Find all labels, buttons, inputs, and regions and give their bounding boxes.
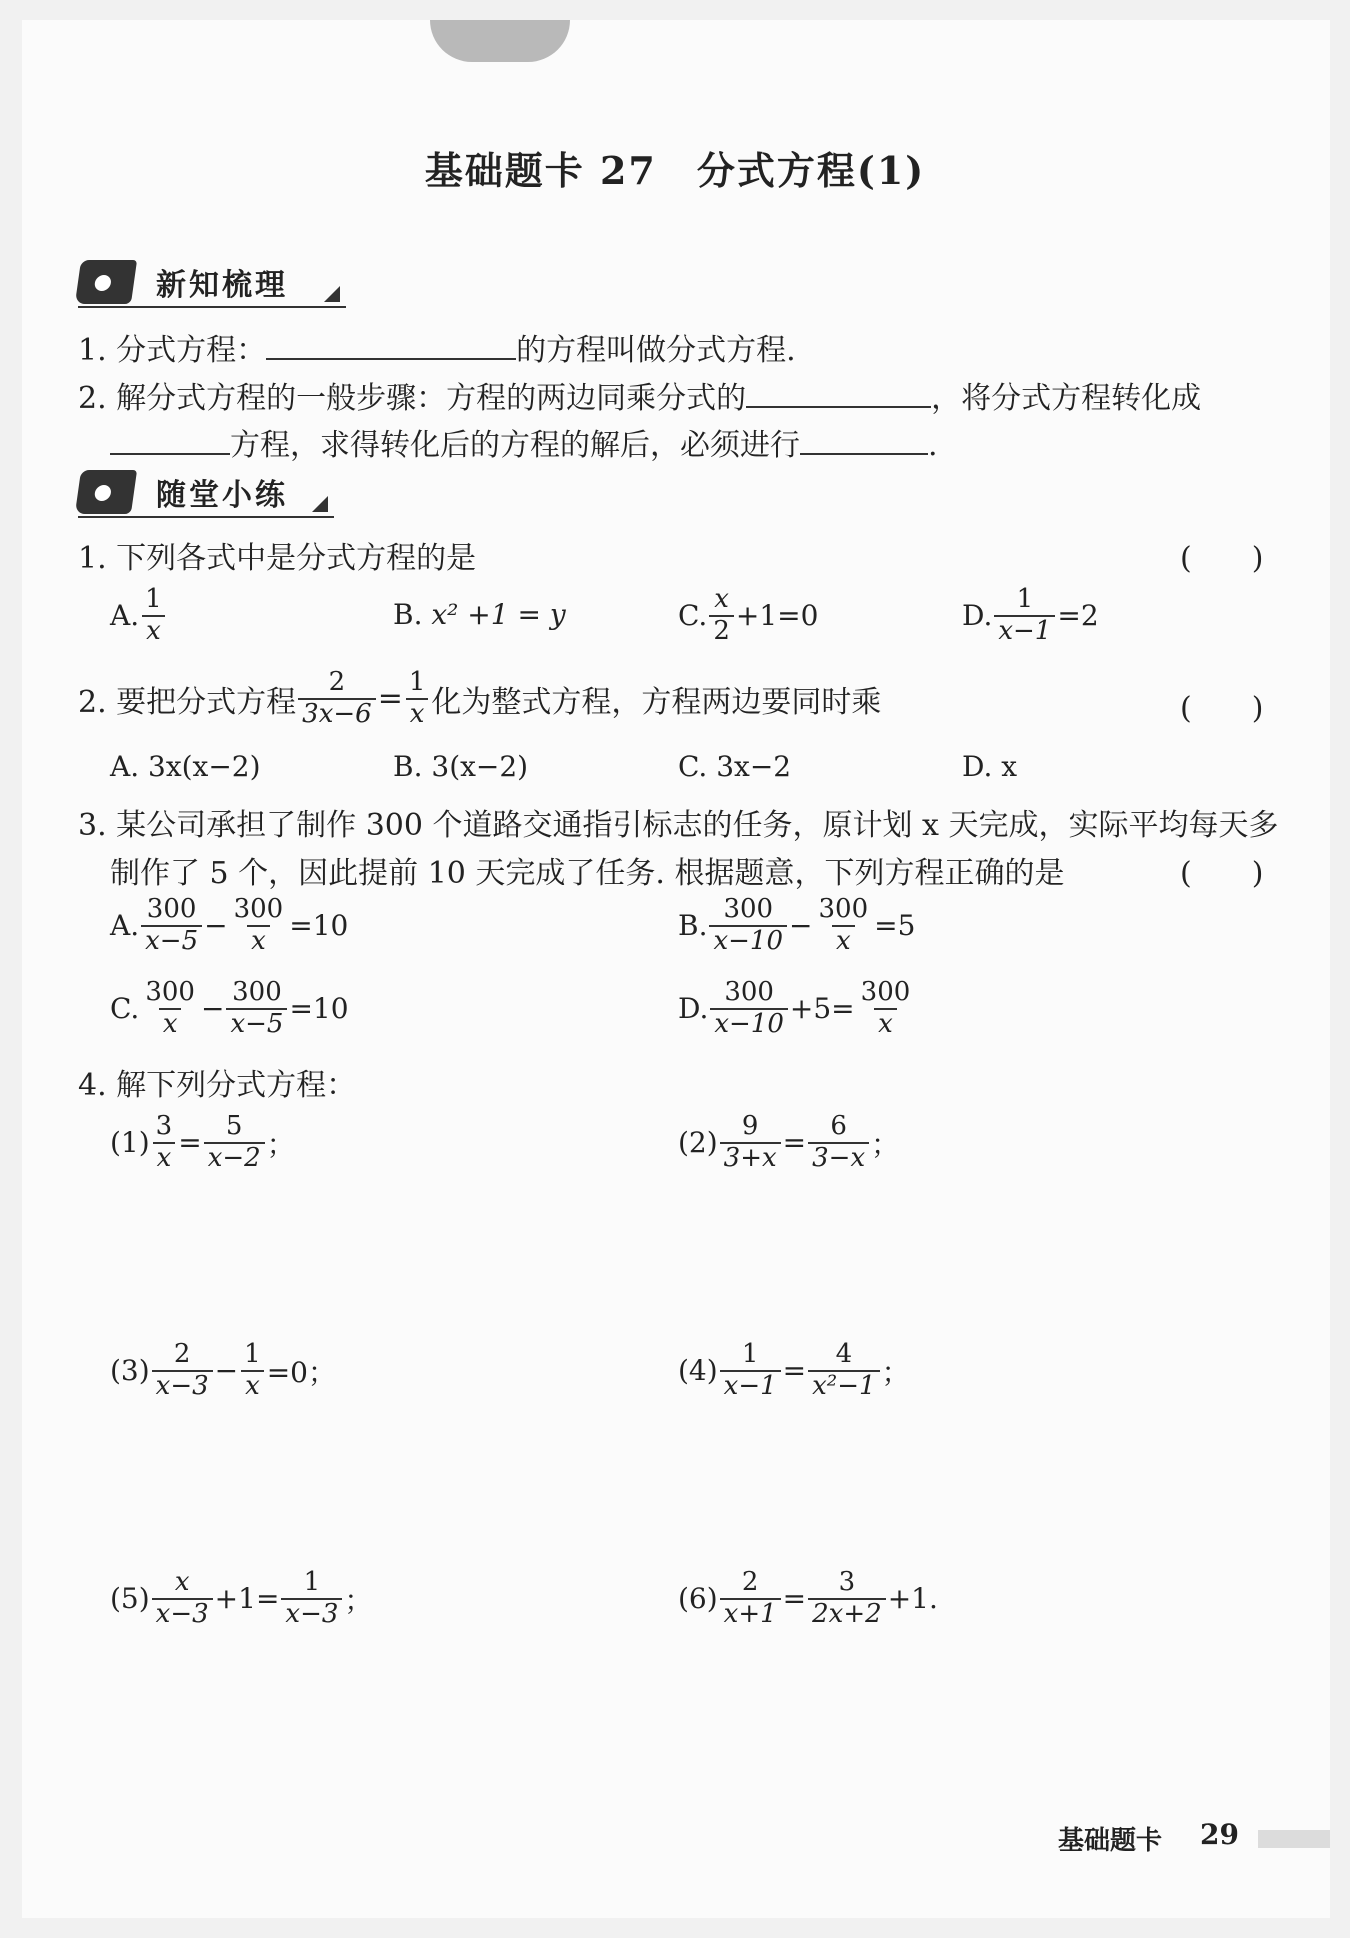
s2-q1-option-d[interactable]	[962, 585, 1099, 647]
option-label: C.	[678, 599, 708, 633]
option-label: D.	[678, 992, 709, 1026]
numerator: 4	[835, 1339, 853, 1369]
operator: −	[204, 909, 228, 943]
fraction	[720, 1340, 781, 1402]
answer-parentheses[interactable]: ( )	[1180, 691, 1264, 726]
denominator: x	[241, 1370, 264, 1402]
s2-q2-option-a[interactable]: A. 3x(x−2)	[110, 750, 261, 783]
s2-q1-option-c[interactable]	[678, 585, 818, 647]
top-tab-decoration	[430, 20, 570, 62]
s1-q2-line1	[78, 373, 1201, 417]
s2-q2-option-c[interactable]: C. 3x−2	[678, 750, 792, 783]
denominator: 3x−6	[298, 698, 376, 730]
operator: −	[214, 1354, 239, 1388]
option-label: A.	[110, 599, 140, 633]
denominator: x−2	[204, 1142, 265, 1174]
denominator: x−3	[281, 1598, 342, 1630]
answer-blank[interactable]	[746, 380, 931, 408]
numerator: x	[714, 584, 729, 614]
option-tail: =5	[874, 909, 916, 943]
part-label: (5)	[110, 1582, 150, 1616]
fraction	[141, 978, 199, 1040]
s2-q3-line1: 3. 某公司承担了制作 300 个道路交通指引标志的任务，原计划 x 天完成，实际平均每天多	[78, 808, 1279, 843]
operator: −	[789, 909, 813, 943]
part-label: (4)	[678, 1354, 718, 1388]
s2-q4-part-4	[678, 1340, 910, 1402]
numerator: 5	[225, 1111, 243, 1141]
option-label: A.	[110, 909, 140, 943]
footer-bar-decoration	[1258, 1830, 1330, 1848]
s2-q2-stem	[78, 668, 881, 730]
s2-q4-part-2	[678, 1112, 899, 1174]
s1-q2-text-a: 2. 解分式方程的一般步骤：方程的两边同乘分式的	[78, 381, 747, 416]
denominator: 2x+2	[808, 1598, 886, 1630]
option-label: B.	[393, 598, 423, 631]
answer-parentheses[interactable]: ( )	[1180, 541, 1264, 576]
answer-parentheses[interactable]: ( )	[1180, 856, 1264, 891]
denominator: x+1	[720, 1598, 781, 1630]
fraction	[720, 1568, 781, 1630]
fraction	[152, 1340, 213, 1402]
answer-blank[interactable]	[800, 427, 928, 455]
s2-q1-option-b[interactable]	[393, 598, 566, 631]
s2-q4-part-3	[110, 1340, 336, 1402]
denominator: x−3	[152, 1598, 213, 1630]
s2-q2-option-d[interactable]: D. x	[962, 750, 1018, 783]
numerator: 1	[408, 667, 426, 697]
denominator: x−5	[226, 1008, 287, 1040]
numerator: 2	[173, 1339, 191, 1369]
fraction	[709, 895, 787, 957]
denominator: x	[142, 615, 165, 647]
numerator: 300	[723, 894, 774, 924]
numerator: 9	[741, 1111, 759, 1141]
denominator: x	[874, 1008, 897, 1040]
fraction	[994, 585, 1055, 647]
s2-q4-part-6	[678, 1568, 938, 1630]
denominator: x−1	[994, 615, 1055, 647]
denominator: x	[159, 1008, 182, 1040]
denominator: 3−x	[808, 1142, 869, 1174]
option-text: x² +1 = y	[431, 598, 566, 631]
operator: =	[782, 1126, 807, 1160]
operator: +5=	[789, 992, 855, 1026]
option-label: C.	[110, 992, 140, 1026]
equals: =	[377, 681, 403, 717]
numerator: 2	[328, 667, 346, 697]
option-label: B.	[678, 909, 708, 943]
s1-q2-text-b: ，将分式方程转化成	[931, 381, 1202, 416]
answer-blank[interactable]	[266, 332, 516, 360]
denominator: 3+x	[720, 1142, 781, 1174]
option-tail: =10	[289, 909, 349, 943]
s2-q3-option-b[interactable]	[678, 895, 915, 957]
fraction	[141, 895, 202, 957]
part-tail: ；	[881, 1355, 910, 1389]
option-tail: +1=0	[735, 599, 819, 633]
denominator: x−10	[710, 1008, 788, 1040]
denominator: x	[247, 925, 270, 957]
denominator: x−1	[720, 1370, 781, 1402]
fraction	[152, 1568, 213, 1630]
footer-label: 基础题卡	[1058, 1826, 1163, 1856]
fraction	[230, 895, 288, 957]
s2-q1-option-a[interactable]	[110, 585, 168, 647]
page-number: 29	[1200, 1818, 1239, 1851]
fraction	[808, 1340, 879, 1402]
section-heading-new-knowledge	[78, 258, 346, 308]
part-label: (3)	[110, 1354, 150, 1388]
fraction	[152, 1112, 177, 1174]
fraction	[405, 668, 430, 730]
numerator: 300	[724, 977, 774, 1007]
numerator: 3	[838, 1567, 856, 1597]
corner-triangle-icon	[312, 496, 328, 512]
fraction	[857, 978, 915, 1040]
fraction	[710, 978, 788, 1040]
numerator: 300	[146, 894, 197, 924]
section-heading-label: 随堂小练	[156, 478, 288, 513]
s2-q4-stem: 4. 解下列分式方程：	[78, 1068, 357, 1103]
numerator: 6	[830, 1111, 847, 1141]
s2-q4-part-1	[110, 1112, 295, 1174]
fraction	[298, 668, 376, 730]
denominator: x	[153, 1142, 176, 1174]
denominator: x²−1	[808, 1370, 879, 1402]
s1-q2-line2	[110, 420, 938, 464]
fraction	[720, 1112, 781, 1174]
numerator: 1	[244, 1339, 261, 1369]
part-tail: ；	[871, 1127, 900, 1161]
fraction	[226, 978, 287, 1040]
s1-q2-text-c: 方程，求得转化后的方程的解后，必须进行	[230, 428, 800, 463]
fraction	[141, 585, 166, 647]
part-label: (1)	[110, 1126, 150, 1160]
operator: −	[200, 992, 225, 1026]
section-heading-label: 新知梳理	[156, 268, 288, 303]
numerator: 3	[155, 1111, 173, 1141]
fraction	[204, 1112, 265, 1174]
numerator: 300	[232, 977, 282, 1007]
part-tail: ；	[344, 1583, 373, 1617]
numerator: 300	[818, 894, 869, 924]
answer-blank[interactable]	[110, 427, 230, 455]
numerator: 300	[860, 977, 911, 1007]
s2-q4-part-5	[110, 1568, 372, 1630]
fraction	[240, 1340, 265, 1402]
s1-q1-text-a: 1. 分式方程：	[78, 333, 267, 368]
part-label: (6)	[678, 1582, 718, 1616]
fraction	[815, 895, 873, 957]
denominator: x−3	[152, 1370, 213, 1402]
part-tail: +1.	[887, 1582, 938, 1616]
operator: +1=	[214, 1582, 280, 1616]
option-tail: =10	[289, 992, 349, 1026]
numerator: 1	[145, 584, 162, 614]
numerator: 300	[145, 977, 195, 1007]
book-icon	[75, 260, 137, 304]
operator: =	[178, 1126, 202, 1160]
operator: =	[782, 1582, 807, 1616]
s2-q3-option-d[interactable]	[678, 978, 916, 1040]
notebook-pen-icon	[75, 470, 137, 514]
s2-q3-line2: 制作了 5 个，因此提前 10 天完成了任务. 根据题意，下列方程正确的是	[110, 856, 1065, 891]
section-heading-practice	[78, 468, 334, 518]
page-title: 基础题卡 27 分式方程(1)	[424, 148, 926, 193]
fraction	[709, 585, 734, 647]
corner-triangle-icon	[324, 286, 340, 302]
operator: =	[782, 1354, 807, 1388]
s1-q1	[78, 325, 796, 369]
denominator: 2	[709, 615, 734, 647]
numerator: 2	[741, 1567, 759, 1597]
numerator: 300	[233, 894, 284, 924]
numerator: 1	[303, 1567, 321, 1597]
s1-q2-text-d: .	[928, 428, 938, 463]
fraction	[281, 1568, 342, 1630]
s2-q1-stem: 1. 下列各式中是分式方程的是	[78, 541, 477, 576]
denominator: x−10	[709, 925, 787, 957]
fraction	[808, 1112, 869, 1174]
option-label: D.	[962, 599, 993, 633]
fraction	[808, 1568, 886, 1630]
s2-q2-option-b[interactable]: B. 3(x−2)	[393, 750, 529, 783]
denominator: x	[406, 698, 429, 730]
option-tail: =2	[1057, 599, 1099, 633]
s2-q3-option-a[interactable]	[110, 895, 348, 957]
numerator: 1	[741, 1339, 759, 1369]
stem-text-b: 化为整式方程，方程两边要同时乘	[431, 684, 882, 720]
numerator: x	[174, 1567, 190, 1597]
part-label: (2)	[678, 1126, 718, 1160]
numerator: 1	[1016, 584, 1034, 614]
s1-q1-text-b: 的方程叫做分式方程.	[516, 333, 796, 368]
stem-text-a: 2. 要把分式方程	[78, 684, 297, 720]
s2-q3-option-c[interactable]	[110, 978, 349, 1040]
part-tail: =0；	[266, 1355, 336, 1389]
part-tail: ；	[266, 1127, 295, 1161]
denominator: x	[832, 925, 855, 957]
denominator: x−5	[141, 925, 202, 957]
